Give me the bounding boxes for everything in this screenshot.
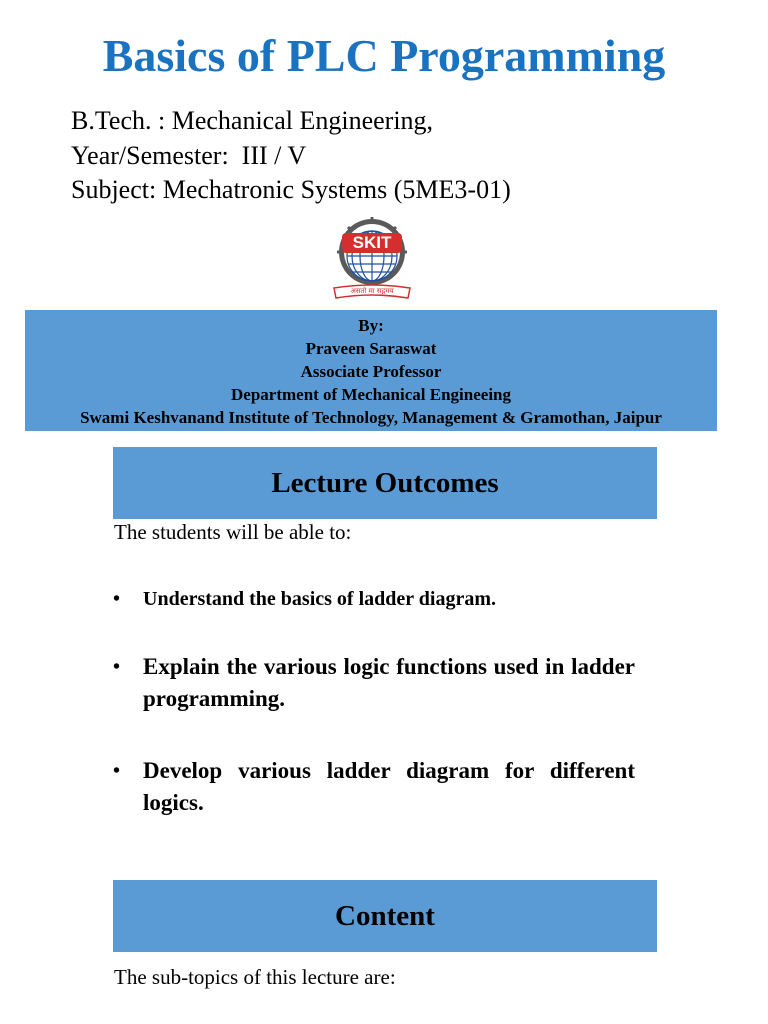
bullet-icon: • [113,760,121,782]
skit-logo [328,216,416,302]
course-program: B.Tech. : Mechanical Engineering, [71,106,434,135]
outcomes-intro: The students will be able to: [114,520,352,544]
author-department: Department of Mechanical Engineeing [231,385,511,404]
content-heading: Content [335,899,435,932]
course-year-semester: Year/Semester: III / V [71,140,307,170]
outcomes-heading-box [113,447,657,519]
author-designation: Associate Professor [300,362,442,381]
outcome-item-text: Explain the various logic functions used in ladder programming. [143,654,635,711]
bullet-icon: • [113,588,121,610]
outcomes-heading: Lecture Outcomes [271,466,499,499]
bullet-icon: • [113,656,121,678]
slide-title: Basics of PLC Programming [102,30,666,81]
outcome-item [113,755,635,819]
author-box [25,310,717,431]
author-name: Praveen Saraswat [305,339,437,358]
skit-logo-motto: असतो मा सद्गमय [350,287,394,295]
course-meta [71,104,511,208]
author-by: By: [358,316,384,335]
content-heading-box [113,880,657,952]
outcome-item-text: Understand the basics of ladder diagram. [143,588,496,610]
outcome-item [113,651,635,715]
content-intro: The sub-topics of this lecture are: [114,965,396,989]
course-subject: Subject: Mechatronic Systems (5ME3-01) [71,175,511,204]
author-institute: Swami Keshvanand Institute of Technology, Management & Gramothan, Jaipur [80,408,662,427]
outcome-item-text: Develop various ladder diagram for different logics. [143,758,635,815]
outcome-item [113,586,635,612]
skit-logo-text: SKIT [352,233,392,252]
